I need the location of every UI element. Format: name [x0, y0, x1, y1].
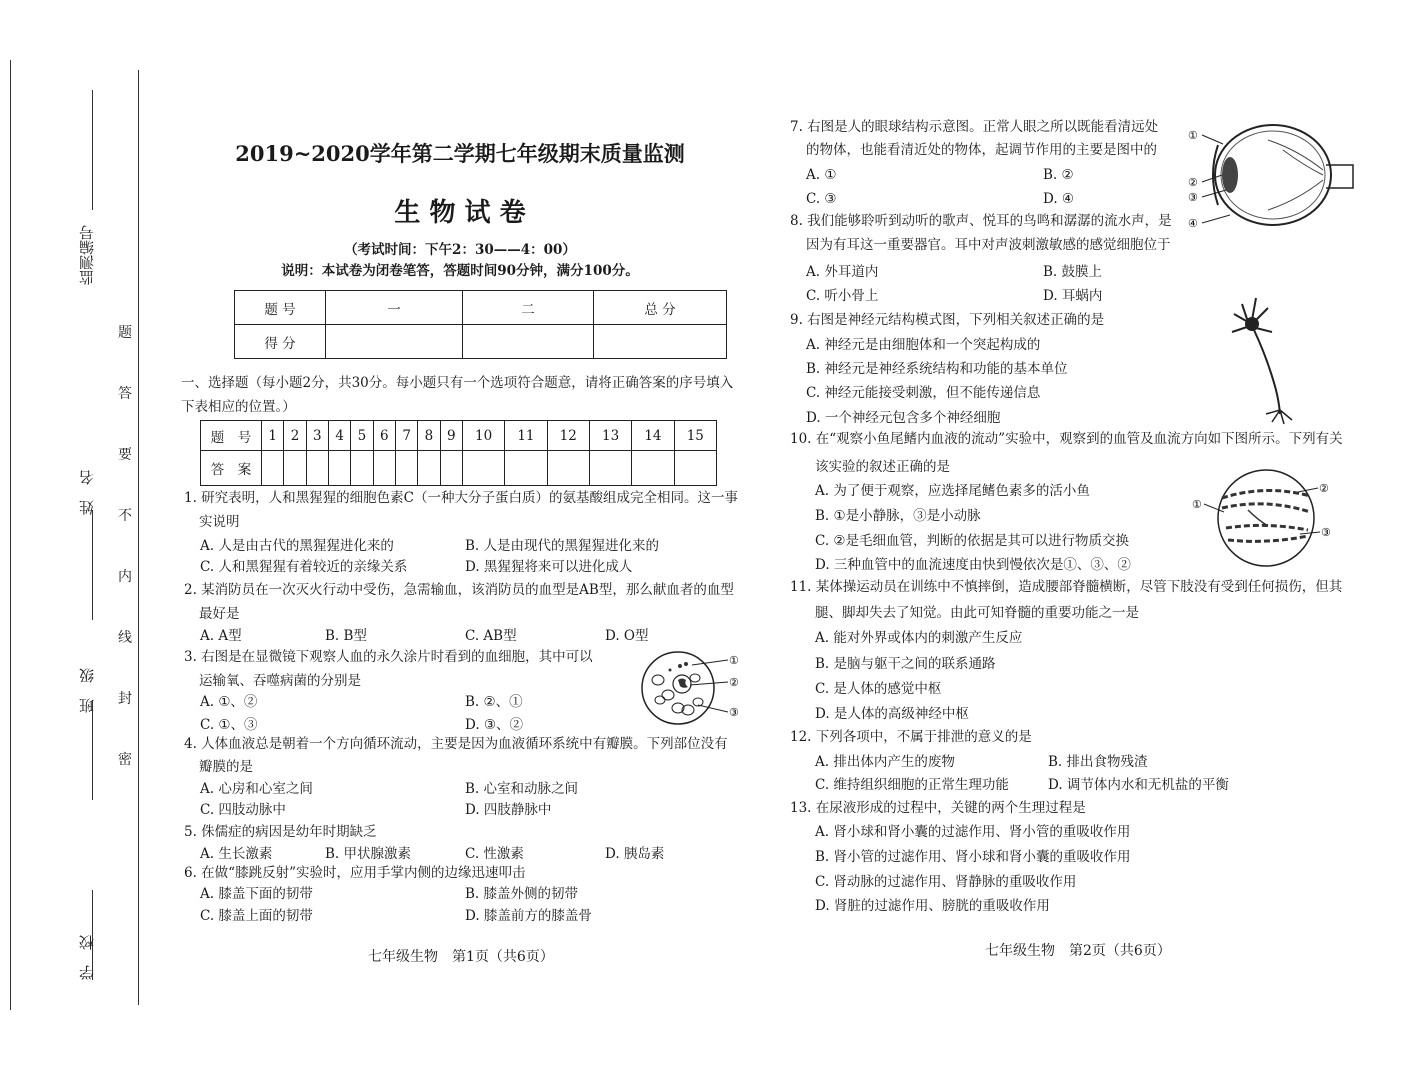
eye-label: ③: [1188, 191, 1198, 204]
option-a[interactable]: A. 肾小球和肾小囊的过滤作用、肾小管的重吸收作用: [815, 824, 1131, 840]
option-a[interactable]: A. 人是由古代的黑猩猩进化来的: [200, 538, 394, 554]
question-stem: 腿、脚却失去了知觉。由此可知脊髓的重要功能之一是: [815, 605, 1139, 621]
option-d[interactable]: D. 肾脏的过滤作用、膀胱的重吸收作用: [815, 898, 1050, 914]
answer-input-cell[interactable]: [373, 451, 395, 486]
question-stem: 11. 某体操运动员在训练中不慎摔倒，造成腰部脊髓横断，尽管下肢没有受到任何损伤，但其: [790, 579, 1343, 595]
exam-note: 说明：本试卷为闭卷笔答，答题时间90分钟，满分100分。: [281, 263, 639, 279]
option-d[interactable]: D. 四肢静脉中: [465, 802, 552, 818]
answer-input-cell[interactable]: [462, 451, 504, 486]
option-c[interactable]: C. 膝盖上面的韧带: [200, 908, 313, 924]
margin-line-outer: [10, 60, 11, 1010]
option-c[interactable]: C. 听小骨上: [806, 288, 879, 304]
option-c[interactable]: C. 性激素: [465, 846, 524, 862]
option-d[interactable]: D. 是人体的高级神经中枢: [815, 706, 969, 722]
option-c[interactable]: C. 神经元能接受刺激，但不能传递信息: [806, 385, 1041, 401]
option-b[interactable]: B. ②: [1043, 167, 1074, 183]
answer-number-cell: 1: [262, 421, 284, 451]
seal-char: 线: [118, 630, 132, 646]
seal-char: 不: [118, 508, 132, 524]
question-stem: 瓣膜的是: [199, 759, 253, 775]
question-stem: 的物体，也能看清近处的物体，起调节作用的主要是图中的: [806, 142, 1157, 158]
name-label: 姓 名: [78, 470, 96, 515]
eye-figure: [1188, 120, 1358, 230]
option-b[interactable]: B. 心室和动脉之间: [465, 781, 579, 797]
margin-line-inner: [138, 70, 139, 1005]
answer-number-cell: 5: [351, 421, 373, 451]
answer-input-cell[interactable]: [418, 451, 440, 486]
section1-instruction: 一、选择题（每小题2分，共30分。每小题只有一个选项符合题意，请将正确答案的序号填入: [181, 375, 734, 391]
option-c[interactable]: C. ②是毛细血管，判断的依据是其可以进行物质交换: [815, 533, 1130, 549]
question-stem: 3. 右图是在显微镜下观察人血的永久涂片时看到的血细胞，其中可以: [184, 649, 593, 665]
option-b[interactable]: B. 神经元是神经系统结构和功能的基本单位: [806, 361, 1068, 377]
score-input-cell[interactable]: [594, 325, 727, 359]
option-c[interactable]: C. ③: [806, 191, 837, 207]
option-d[interactable]: D. 调节体内水和无机盐的平衡: [1048, 777, 1229, 793]
school-label: 学 校: [78, 935, 96, 980]
vessel-label: ②: [1319, 482, 1329, 495]
eye-label: ①: [1188, 129, 1198, 142]
answer-input-cell[interactable]: [674, 451, 716, 486]
option-b[interactable]: B. 甲状腺激素: [325, 846, 412, 862]
blood-cell-figure: [640, 650, 750, 730]
answer-input-cell[interactable]: [505, 451, 547, 486]
option-a[interactable]: A. 为了便于观察，应选择尾鳍色素多的活小鱼: [815, 483, 1090, 499]
answer-header-label: 题 号: [201, 421, 262, 451]
class-line: [92, 700, 93, 800]
class-label: 班 级: [78, 668, 96, 713]
answer-number-cell: 3: [306, 421, 328, 451]
page2-footer: 七年级生物 第2页（共6页）: [985, 943, 1171, 959]
question-stem: 因为有耳这一重要器官。耳中对声波刺激敏感的感觉细胞位于: [806, 237, 1171, 253]
answer-input-cell[interactable]: [284, 451, 306, 486]
answer-table: [200, 420, 717, 486]
option-a[interactable]: A. 生长激素: [200, 846, 273, 862]
answer-number-cell: 8: [418, 421, 440, 451]
option-d[interactable]: D. 耳蜗内: [1043, 288, 1103, 304]
answer-input-cell[interactable]: [351, 451, 373, 486]
answer-number-cell: 2: [284, 421, 306, 451]
option-b[interactable]: B. 是脑与躯干之间的联系通路: [815, 656, 996, 672]
name-line-2: [92, 510, 93, 620]
option-a[interactable]: A. 神经元是由细胞体和一个突起构成的: [806, 337, 1041, 353]
subject-title: 生 物 试 卷: [394, 198, 526, 228]
option-a[interactable]: A. A型: [200, 628, 242, 644]
option-a[interactable]: A. 能对外界或体内的刺激产生反应: [815, 630, 1023, 646]
answer-number-cell: 11: [505, 421, 547, 451]
option-c[interactable]: C. 人和黑猩猩有着较近的亲缘关系: [200, 559, 408, 575]
option-c[interactable]: C. AB型: [465, 628, 517, 644]
question-stem: 12. 下列各项中，不属于排泄的意义的是: [790, 729, 1032, 745]
seal-char: 内: [118, 569, 132, 585]
answer-input-cell[interactable]: [547, 451, 589, 486]
seal-char: 要: [118, 447, 132, 463]
score-header-cell: 题 号: [235, 291, 326, 325]
binding-margin: [0, 0, 150, 1068]
question-stem: 10. 在“观察小鱼尾鳍内血液的流动”实验中，观察到的血管及血流方向如下图所示。下列有关: [790, 431, 1343, 447]
option-b[interactable]: B. B型: [325, 628, 367, 644]
question-stem: 4. 人体血液总是朝着一个方向循环流动，主要是因为血液循环系统中有瓣膜。下列部位没有: [184, 736, 728, 752]
question-stem: 该实验的叙述正确的是: [815, 459, 950, 475]
option-a[interactable]: A. ①: [806, 167, 837, 183]
answer-input-cell[interactable]: [306, 451, 328, 486]
vessel-label: ①: [1192, 498, 1202, 511]
score-input-cell[interactable]: [326, 325, 463, 359]
blood-label: ①: [729, 654, 739, 667]
option-d[interactable]: D. ③、②: [465, 717, 524, 733]
score-header-cell: 总 分: [594, 291, 727, 325]
score-table: [234, 290, 727, 359]
question-stem: 6. 在做“膝跳反射”实验时，应用手掌内侧的边缘迅速叩击: [184, 865, 526, 881]
option-b[interactable]: B. ②、①: [465, 694, 523, 710]
option-d[interactable]: D. O型: [605, 628, 649, 644]
eye-label: ④: [1188, 217, 1198, 230]
seal-char: 答: [118, 386, 132, 402]
option-c[interactable]: C. 肾动脉的过滤作用、肾静脉的重吸收作用: [815, 874, 1077, 890]
eye-label: ②: [1188, 176, 1198, 189]
seal-char: 题: [118, 325, 132, 341]
answer-input-cell[interactable]: [395, 451, 417, 486]
answer-number-cell: 9: [440, 421, 462, 451]
question-stem: 2. 某消防员在一次灭火行动中受伤，急需输血，该消防员的血型是AB型，那么献血者的血型: [184, 582, 734, 598]
score-label-cell: 得 分: [235, 325, 326, 359]
option-c[interactable]: C. 维持组织细胞的正常生理功能: [815, 777, 1009, 793]
question-stem: 13. 在尿液形成的过程中，关键的两个生理过程是: [790, 800, 1086, 816]
neuron-figure: [1228, 292, 1308, 427]
answer-row-label: 答 案: [201, 451, 262, 486]
answer-number-cell: 12: [547, 421, 589, 451]
score-header-cell: 二: [463, 291, 594, 325]
answer-input-cell[interactable]: [262, 451, 284, 486]
answer-input-cell[interactable]: [632, 451, 674, 486]
blood-label: ②: [729, 676, 739, 689]
exam-no-label: 监测编号: [78, 225, 96, 285]
section1-instruction-2: 下表相应的位置。）: [181, 399, 296, 415]
option-d[interactable]: D. 胰岛素: [605, 846, 665, 862]
exam-title: 2019~2020学年第二学期七年级期末质量监测: [235, 141, 685, 166]
option-c[interactable]: C. ①、③: [200, 717, 258, 733]
option-a[interactable]: A. 心房和心室之间: [200, 781, 313, 797]
score-header-cell: 一: [326, 291, 463, 325]
answer-input-cell[interactable]: [589, 451, 631, 486]
question-stem: 5. 侏儒症的病因是幼年时期缺乏: [184, 824, 377, 840]
blood-vessel-figure: [1188, 468, 1338, 568]
question-stem: 7. 右图是人的眼球结构示意图。正常人眼之所以既能看清远处: [790, 119, 1159, 135]
question-stem: 1. 研究表明，人和黑猩猩的细胞色素C（一种大分子蛋白质）的氨基酸组成完全相同。这一事: [184, 490, 738, 506]
option-c[interactable]: C. 是人体的感觉中枢: [815, 681, 942, 697]
answer-number-cell: 10: [462, 421, 504, 451]
exam-time: （考试时间：下午2：30——4：00）: [344, 242, 576, 258]
answer-input-cell[interactable]: [328, 451, 350, 486]
answer-input-cell[interactable]: [440, 451, 462, 486]
score-input-cell[interactable]: [463, 325, 594, 359]
option-b[interactable]: B. 鼓膜上: [1043, 264, 1103, 280]
answer-number-cell: 6: [373, 421, 395, 451]
seal-char: 封: [118, 691, 132, 707]
vessel-label: ③: [1321, 526, 1331, 539]
answer-number-cell: 4: [328, 421, 350, 451]
blood-label: ③: [729, 706, 739, 719]
option-d[interactable]: D. 三种血管中的血流速度由快到慢依次是①、③、②: [815, 557, 1131, 573]
question-stem: 9. 右图是神经元结构模式图，下列相关叙述正确的是: [790, 312, 1105, 328]
option-c[interactable]: C. 四肢动脉中: [200, 802, 286, 818]
answer-number-cell: 14: [632, 421, 674, 451]
option-b[interactable]: B. 肾小管的过滤作用、肾小球和肾小囊的重吸收作用: [815, 849, 1131, 865]
question-stem: 运输氧、吞噬病菌的分别是: [199, 673, 361, 689]
option-d[interactable]: D. 膝盖前方的膝盖骨: [465, 908, 592, 924]
option-a[interactable]: A. 排出体内产生的废物: [815, 754, 955, 770]
option-a[interactable]: A. 外耳道内: [806, 264, 879, 280]
option-d[interactable]: D. 黑猩猩将来可以进化成人: [465, 559, 633, 575]
answer-number-cell: 13: [589, 421, 631, 451]
page1-footer: 七年级生物 第1页（共6页）: [368, 949, 554, 965]
answer-number-cell: 15: [674, 421, 716, 451]
option-a[interactable]: A. ①、②: [200, 694, 258, 710]
question-stem: 8. 我们能够聆听到动听的歌声、悦耳的鸟鸣和潺潺的流水声，是: [790, 213, 1172, 229]
question-stem: 最好是: [199, 606, 240, 622]
option-b[interactable]: B. 排出食物残渣: [1048, 754, 1148, 770]
seal-char: 密: [118, 752, 132, 768]
question-stem: 实说明: [199, 514, 240, 530]
option-a[interactable]: A. 膝盖下面的韧带: [200, 886, 313, 902]
answer-number-cell: 7: [395, 421, 417, 451]
option-d[interactable]: D. 一个神经元包含多个神经细胞: [806, 410, 1001, 426]
option-b[interactable]: B. 人是由现代的黑猩猩进化来的: [465, 538, 660, 554]
option-b[interactable]: B. 膝盖外侧的韧带: [465, 886, 579, 902]
option-d[interactable]: D. ④: [1043, 191, 1075, 207]
option-b[interactable]: B. ①是小静脉，③是小动脉: [815, 508, 981, 524]
seal-line-text: [118, 322, 134, 769]
name-line: [92, 90, 93, 210]
